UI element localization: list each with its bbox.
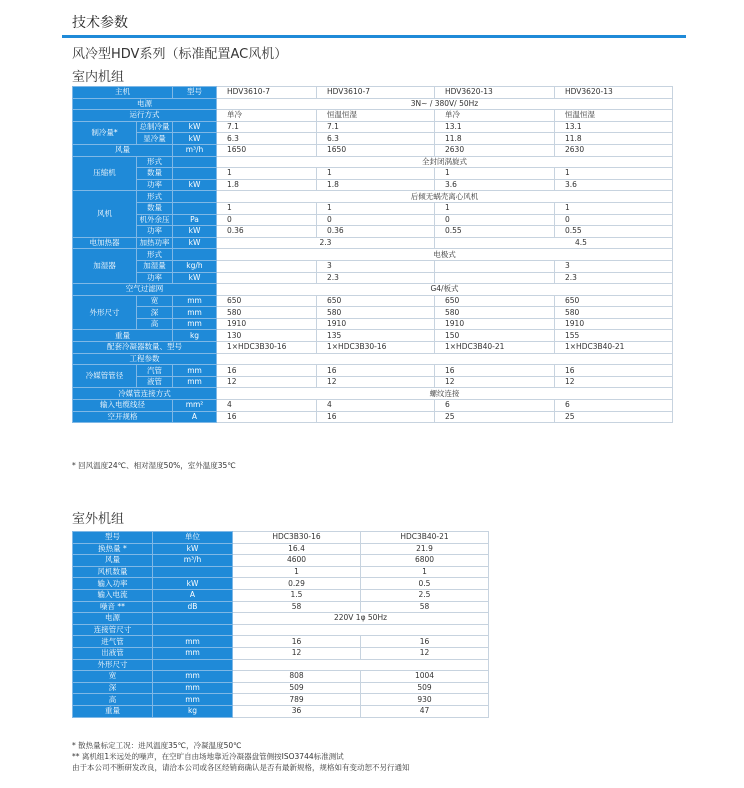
row-label: 电源	[73, 98, 217, 110]
table-row	[73, 202, 673, 214]
table-row	[73, 694, 489, 706]
unit-cell: kW	[173, 272, 217, 284]
table-cell: 1×HDC3B40-21	[435, 342, 555, 354]
row-label: 数量	[137, 202, 173, 214]
table-cell: 7.1	[217, 121, 317, 133]
unit-cell	[173, 191, 217, 203]
row-label: 深	[137, 307, 173, 319]
unit-cell: m³/h	[153, 555, 233, 567]
unit-cell: kW	[173, 133, 217, 145]
table-cell: 0	[217, 214, 317, 226]
table-cell: 580	[217, 307, 317, 319]
table-row	[73, 601, 489, 613]
table-cell: 1910	[555, 318, 673, 330]
table-cell: 0.36	[317, 226, 435, 238]
row-label: 空开规格	[73, 411, 173, 423]
row-label: 外形尺寸	[73, 659, 153, 671]
table-row	[73, 532, 489, 544]
table-cell: 2630	[555, 144, 673, 156]
table-cell: 25	[555, 411, 673, 423]
unit-cell	[153, 613, 233, 625]
table-cell: 16	[435, 365, 555, 377]
table-cell	[217, 272, 317, 284]
unit-cell: dB	[153, 601, 233, 613]
row-label: 深	[73, 682, 153, 694]
table-cell: 3.6	[555, 179, 673, 191]
unit-cell	[153, 659, 233, 671]
unit-cell: mm	[153, 636, 233, 648]
unit-cell: kW	[173, 179, 217, 191]
unit-cell: mm	[173, 307, 217, 319]
model-cell: HDC3B30-16	[233, 532, 361, 544]
table-cell: 16	[217, 365, 317, 377]
table-cell: 1	[317, 202, 435, 214]
table-cell	[435, 272, 555, 284]
row-label: 配套冷凝器数量、型号	[73, 342, 217, 354]
table-cell: 恒温恒湿	[555, 110, 673, 122]
table-cell: 1	[217, 202, 317, 214]
row-label: 风量	[73, 555, 153, 567]
table-cell: 13.1	[435, 121, 555, 133]
table-cell: 650	[555, 295, 673, 307]
unit-cell	[173, 249, 217, 261]
table-cell: 4.5	[435, 237, 673, 249]
row-label: 噪音 **	[73, 601, 153, 613]
table-cell: 6.3	[217, 133, 317, 145]
table-cell: 单冷	[217, 110, 317, 122]
row-label: 汽管	[137, 365, 173, 377]
table-cell: 36	[233, 705, 361, 717]
row-label: 宽	[137, 295, 173, 307]
table-row	[73, 237, 673, 249]
table-cell: 1910	[217, 318, 317, 330]
table-cell: 7.1	[317, 121, 435, 133]
unit-cell: mm	[173, 318, 217, 330]
table-header-cell: 单位	[153, 532, 233, 544]
table-cell: 0.5	[361, 578, 489, 590]
table-row	[73, 249, 673, 261]
table-cell: 6	[435, 400, 555, 412]
unit-cell: kg	[173, 330, 217, 342]
table-row	[73, 671, 489, 683]
model-cell: HDV3620-13	[555, 87, 673, 99]
row-label: 功率	[137, 272, 173, 284]
table-cell: 2630	[435, 144, 555, 156]
unit-cell: mm²	[173, 400, 217, 412]
table-cell: 1	[555, 168, 673, 180]
table-cell: 0	[435, 214, 555, 226]
row-label: 工程参数	[73, 353, 217, 365]
table-cell: 12	[435, 376, 555, 388]
row-label: 出液管	[73, 647, 153, 659]
row-label: 功率	[137, 179, 173, 191]
unit-cell: mm	[153, 694, 233, 706]
table-row	[73, 156, 673, 168]
table-cell: 0	[317, 214, 435, 226]
row-label: 空气过滤网	[73, 284, 217, 296]
unit-cell: kg	[153, 705, 233, 717]
unit-cell: Pa	[173, 214, 217, 226]
table-cell: 6	[555, 400, 673, 412]
table-row	[73, 318, 673, 330]
table-cell: 1650	[217, 144, 317, 156]
table-cell: 16	[233, 636, 361, 648]
table-row	[73, 589, 489, 601]
group-label: 外形尺寸	[73, 295, 137, 330]
row-label: 输入电缆线径	[73, 400, 173, 412]
table-cell: 0.55	[435, 226, 555, 238]
table-cell: 单冷	[435, 110, 555, 122]
unit-cell: kW	[153, 543, 233, 555]
unit-cell: kg/h	[173, 260, 217, 272]
row-label: 风量	[73, 144, 173, 156]
table-cell: 16	[361, 636, 489, 648]
unit-cell	[173, 202, 217, 214]
table-cell: 130	[217, 330, 317, 342]
table-row	[73, 636, 489, 648]
table-cell: 1910	[317, 318, 435, 330]
table-row	[73, 353, 673, 365]
unit-cell: mm	[173, 295, 217, 307]
unit-cell: mm	[153, 647, 233, 659]
table-cell: 58	[233, 601, 361, 613]
table-cell: G4/板式	[217, 284, 673, 296]
row-label: 电源	[73, 613, 153, 625]
table-row	[73, 330, 673, 342]
indoor-heading: 室内机组	[72, 70, 125, 85]
page-title: 技术参数	[72, 15, 128, 31]
outdoor-footnotes	[72, 740, 410, 773]
unit-cell: A	[153, 589, 233, 601]
table-cell: 650	[317, 295, 435, 307]
outdoor-spec-table	[72, 531, 489, 718]
group-label: 电加热器	[73, 237, 137, 249]
table-cell: 11.8	[435, 133, 555, 145]
table-cell	[217, 353, 673, 365]
table-cell: 16	[317, 411, 435, 423]
table-row	[73, 388, 673, 400]
group-label: 冷媒管管径	[73, 365, 137, 388]
table-cell: 0	[555, 214, 673, 226]
table-cell: 580	[317, 307, 435, 319]
table-row	[73, 191, 673, 203]
table-cell: 6800	[361, 555, 489, 567]
model-cell: HDV3610-7	[317, 87, 435, 99]
footnote-line: * 散热量标定工况：进风温度35℃，冷凝温度50℃	[72, 741, 242, 750]
table-row	[73, 121, 673, 133]
table-cell: 4600	[233, 555, 361, 567]
table-cell: 1.8	[317, 179, 435, 191]
table-cell: 3.6	[435, 179, 555, 191]
table-cell: 25	[435, 411, 555, 423]
table-cell: 1	[361, 566, 489, 578]
table-cell: 4	[317, 400, 435, 412]
table-cell: 580	[435, 307, 555, 319]
table-cell: 1×HDC3B30-16	[217, 342, 317, 354]
row-label: 数量	[137, 168, 173, 180]
table-cell: 220V 1φ 50Hz	[233, 613, 489, 625]
table-row	[73, 400, 673, 412]
table-row	[73, 682, 489, 694]
row-label: 总制冷量	[137, 121, 173, 133]
row-label: 形式	[137, 191, 173, 203]
table-row	[73, 260, 673, 272]
unit-cell: mm	[173, 376, 217, 388]
row-label: 功率	[137, 226, 173, 238]
table-row	[73, 578, 489, 590]
table-cell: 21.9	[361, 543, 489, 555]
table-row	[73, 110, 673, 122]
row-label: 输入功率	[73, 578, 153, 590]
group-label: 压缩机	[73, 156, 137, 191]
table-row	[73, 647, 489, 659]
table-cell: 6.3	[317, 133, 435, 145]
table-cell: 16.4	[233, 543, 361, 555]
table-cell: 12	[217, 376, 317, 388]
table-cell: 1650	[317, 144, 435, 156]
table-row	[73, 284, 673, 296]
table-cell: 后倾无蜗壳离心风机	[217, 191, 673, 203]
table-cell: 11.8	[555, 133, 673, 145]
group-label: 风机	[73, 191, 137, 237]
unit-cell	[173, 168, 217, 180]
unit-cell: mm	[153, 671, 233, 683]
table-cell: 1×HDC3B40-21	[555, 342, 673, 354]
table-row	[73, 624, 489, 636]
table-row	[73, 87, 673, 99]
table-cell: 恒温恒湿	[317, 110, 435, 122]
table-cell	[217, 260, 317, 272]
table-row	[73, 295, 673, 307]
unit-cell: m³/h	[173, 144, 217, 156]
table-cell: 650	[435, 295, 555, 307]
table-header-cell: 型号	[73, 532, 153, 544]
indoor-footnote: * 回风温度24℃、相对湿度50%，室外温度35℃	[72, 461, 236, 470]
table-cell	[233, 659, 489, 671]
table-cell: 1004	[361, 671, 489, 683]
table-row	[73, 659, 489, 671]
unit-cell: kW	[173, 237, 217, 249]
table-row	[73, 133, 673, 145]
table-row	[73, 226, 673, 238]
table-row	[73, 98, 673, 110]
unit-cell: kW	[173, 121, 217, 133]
table-row	[73, 144, 673, 156]
row-label: 加热功率	[137, 237, 173, 249]
table-row	[73, 214, 673, 226]
row-label: 形式	[137, 249, 173, 261]
row-label: 风机数量	[73, 566, 153, 578]
row-label: 运行方式	[73, 110, 217, 122]
table-cell: 12	[233, 647, 361, 659]
unit-cell: kW	[173, 226, 217, 238]
model-cell: HDV3610-7	[217, 87, 317, 99]
unit-cell	[173, 156, 217, 168]
table-row	[73, 555, 489, 567]
table-cell: 13.1	[555, 121, 673, 133]
table-row	[73, 566, 489, 578]
table-cell: 1×HDC3B30-16	[317, 342, 435, 354]
table-cell: 2.3	[317, 272, 435, 284]
row-label: 高	[137, 318, 173, 330]
row-label: 连接管尺寸	[73, 624, 153, 636]
table-row	[73, 365, 673, 377]
table-row	[73, 411, 673, 423]
table-cell: 509	[233, 682, 361, 694]
table-cell: 1	[317, 168, 435, 180]
table-cell: 1	[233, 566, 361, 578]
table-cell: 3	[555, 260, 673, 272]
unit-cell: A	[173, 411, 217, 423]
title-divider	[62, 35, 686, 38]
unit-cell	[153, 566, 233, 578]
row-label: 显冷量	[137, 133, 173, 145]
table-cell: 789	[233, 694, 361, 706]
row-label: 加湿量	[137, 260, 173, 272]
table-cell: 135	[317, 330, 435, 342]
table-row	[73, 272, 673, 284]
table-cell: 16	[217, 411, 317, 423]
table-header-cell: 型号	[173, 87, 217, 99]
table-cell: 808	[233, 671, 361, 683]
table-row	[73, 342, 673, 354]
table-cell: 930	[361, 694, 489, 706]
table-cell: 0.55	[555, 226, 673, 238]
row-label: 输入电流	[73, 589, 153, 601]
table-cell: 螺纹连接	[217, 388, 673, 400]
table-row	[73, 179, 673, 191]
table-cell: 650	[217, 295, 317, 307]
table-row	[73, 705, 489, 717]
table-cell: 1910	[435, 318, 555, 330]
table-cell: 1.8	[217, 179, 317, 191]
footnote-line: 由于本公司不断研发改良，请洽本公司或各区经销商确认是否有最新规格，规格如有变动恕不另行通知	[72, 763, 410, 772]
group-label: 加湿器	[73, 249, 137, 284]
table-cell	[435, 260, 555, 272]
table-cell: 150	[435, 330, 555, 342]
row-label: 宽	[73, 671, 153, 683]
table-cell: 1.5	[233, 589, 361, 601]
row-label: 高	[73, 694, 153, 706]
table-cell: 509	[361, 682, 489, 694]
table-cell: 580	[555, 307, 673, 319]
group-label: 制冷量*	[73, 121, 137, 144]
table-cell: 0.29	[233, 578, 361, 590]
indoor-spec-table	[72, 86, 673, 423]
table-cell: 电极式	[217, 249, 673, 261]
footnote-line: ** 离机组1米远处的噪声，在空旷自由场地靠近冷凝器盘管侧按ISO3744标准测试	[72, 752, 344, 761]
table-cell: 3	[317, 260, 435, 272]
table-row	[73, 168, 673, 180]
table-cell: 12	[555, 376, 673, 388]
table-cell	[233, 624, 489, 636]
table-cell: 58	[361, 601, 489, 613]
table-row	[73, 376, 673, 388]
unit-cell	[153, 624, 233, 636]
table-row	[73, 543, 489, 555]
table-cell: 2.3	[217, 237, 435, 249]
table-cell: 47	[361, 705, 489, 717]
table-cell: 全封闭涡旋式	[217, 156, 673, 168]
table-cell: 1	[555, 202, 673, 214]
table-cell: 12	[317, 376, 435, 388]
table-header-cell: 主机	[73, 87, 173, 99]
unit-cell: kW	[153, 578, 233, 590]
outdoor-heading: 室外机组	[72, 512, 125, 527]
table-cell: 2.5	[361, 589, 489, 601]
table-cell: 1	[435, 168, 555, 180]
table-row	[73, 613, 489, 625]
table-cell: 0.36	[217, 226, 317, 238]
unit-cell: mm	[173, 365, 217, 377]
series-subtitle: 风冷型HDV系列（标准配置AC风机）	[72, 47, 288, 62]
model-cell: HDV3620-13	[435, 87, 555, 99]
table-cell: 1	[217, 168, 317, 180]
table-cell: 4	[217, 400, 317, 412]
row-label: 机外余压	[137, 214, 173, 226]
unit-cell: mm	[153, 682, 233, 694]
row-label: 重量	[73, 705, 153, 717]
row-label: 重量	[73, 330, 173, 342]
row-label: 冷媒管连接方式	[73, 388, 217, 400]
table-cell: 16	[555, 365, 673, 377]
model-cell: HDC3B40-21	[361, 532, 489, 544]
table-cell: 3N~ / 380V/ 50Hz	[217, 98, 673, 110]
table-cell: 1	[435, 202, 555, 214]
table-row	[73, 307, 673, 319]
table-cell: 155	[555, 330, 673, 342]
row-label: 进气管	[73, 636, 153, 648]
table-cell: 12	[361, 647, 489, 659]
table-cell: 16	[317, 365, 435, 377]
row-label: 液管	[137, 376, 173, 388]
row-label: 换热量 *	[73, 543, 153, 555]
row-label: 形式	[137, 156, 173, 168]
table-cell: 2.3	[555, 272, 673, 284]
